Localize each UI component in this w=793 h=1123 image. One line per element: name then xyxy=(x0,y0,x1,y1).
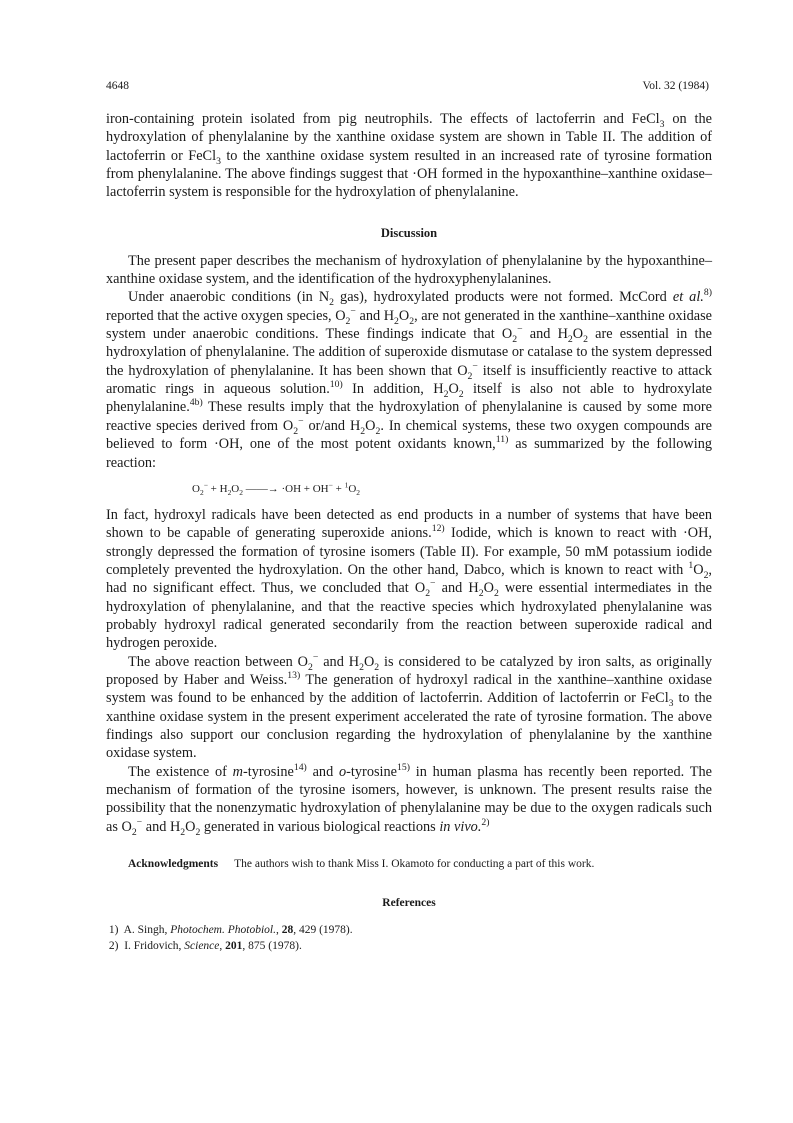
reference-item: 2) I. Fridovich, Science, 201, 875 (1978). xyxy=(108,940,302,953)
acknowledgments xyxy=(106,856,712,872)
page-number: 4648 xyxy=(106,80,129,92)
running-header xyxy=(106,80,709,98)
reaction-equation: $O_2^- + H_2O_2$ ——→ $\cdot OH + OH^- + ^1O_2$ xyxy=(192,480,360,498)
references-heading: References xyxy=(382,897,436,910)
reference-item: 1) A. Singh, Photochem. Photobiol., 28, 429 (1978). xyxy=(108,924,353,937)
discussion-paragraph-4: The above reaction between $O_2^-$ and $H_2O_2$ is considered to be catalyzed by iron salts, as originally proposed by Haber and Weiss.$^{13)}$ The generation of hydroxyl radical in the xanthine–xanthine oxidase system was found to be enhanced by the addition of lactoferrin. Addition of lactoferrin or FeCl$_3$ to the xanthine oxidase system in the present experiment accelerated the rate of tyrosine formation. The above findings also support our conclusion regarding the hydroxylation of phenylalanine by the xanthine oxidase system. xyxy=(106,651,713,762)
reference-list xyxy=(106,922,712,954)
discussion-paragraph-5: The existence of m-tyrosine$^{14)}$ and o-tyrosine$^{15)}$ in human plasma has recently been reported. The mechanism of formation of the tyrosine isomers, however, is unknown. The present results raise the possibility that the nonenzymatic hydroxylation of phenylalanine may be due to the oxygen radicals such as $O_2^-$ and $H_2O_2$ generated in various biological reactions in vivo.$^{2)}$ xyxy=(106,761,713,838)
discussion-paragraph-2: Under anaerobic conditions (in $N_2$ gas), hydroxylated products were not formed. McCord et al.$^{8)}$ reported that the active oxygen species, $O_2^-$ and $H_2O_2$, are not generated in the xanthine–xanthine oxidase system under anaerobic conditions. These findings indicate that $O_2^-$ and $H_2O_2$ are essential in the hydroxylation of phenylalanine. The addition of superoxide dismutase or catalase to the system depressed the hydroxylation of phenylalanine. It has been shown that $O_2^-$ itself is insufficiently reactive to attack aromatic rings in aqueous solution.$^{10)}$ In addition, $H_2O_2$ itself is also not able to hydroxylate phenylalanine.$^{4b)}$ These results imply that the hydroxylation of phenylalanine is caused by some more reactive species derived from $O_2^-$ or/and $H_2O_2$. In chemical systems, these two oxygen compounds are believed to form ·OH, one of the most potent oxidants known,$^{11)}$ as summarized by the following reaction: xyxy=(106,287,712,471)
acknowledgments-text: The authors wish to thank Miss I. Okamoto for conducting a part of this work. xyxy=(234,858,595,871)
intro-paragraph: iron-containing protein isolated from pig neutrophils. The effects of lactoferrin and FeCl$_3$ on the hydroxylation of phenylalanine by the xanthine oxidase system are shown in Table II. The addition of lactoferrin or FeCl$_3$ to the xanthine oxidase system resulted in an increased rate of tyrosine formation from phenylalanine. The above findings suggest that ·OH formed in the hypoxanthine–xanthine oxidase–lactoferrin system is responsible for the hydroxylation of phenylalanine. xyxy=(106,111,712,201)
article-body xyxy=(106,110,712,954)
discussion-paragraph-3: In fact, hydroxyl radicals have been detected as end products in a number of systems that have been shown to be capable of generating superoxide anions.$^{12)}$ Iodide, which is known to react with ·OH, strongly depressed the formation of tyrosine isomers (Table II). For example, 50 mM potassium iodide completely prevented the hydroxylation. On the other hand, Dabco, which is known to react with $^1O_2$, had no significant effect. Thus, we concluded that $O_2^-$ and $H_2O_2$ were essential intermediates in the hydroxylation of phenylalanine, and that the reactive species which hydroxylated phenylalanine was probably hydroxyl radical generated secondarily from the reaction between superoxide radical and hydrogen peroxide. xyxy=(106,506,713,652)
acknowledgments-label: Acknowledgments xyxy=(128,858,219,871)
volume-info: Vol. 32 (1984) xyxy=(642,80,709,92)
discussion-paragraph-1: The present paper describes the mechanism of hydroxylation of phenylalanine by the hypoxanthine–xanthine oxidase system, and the identification of the hydroxyphenylalanines. xyxy=(106,252,712,288)
discussion-heading: Discussion xyxy=(380,225,438,240)
